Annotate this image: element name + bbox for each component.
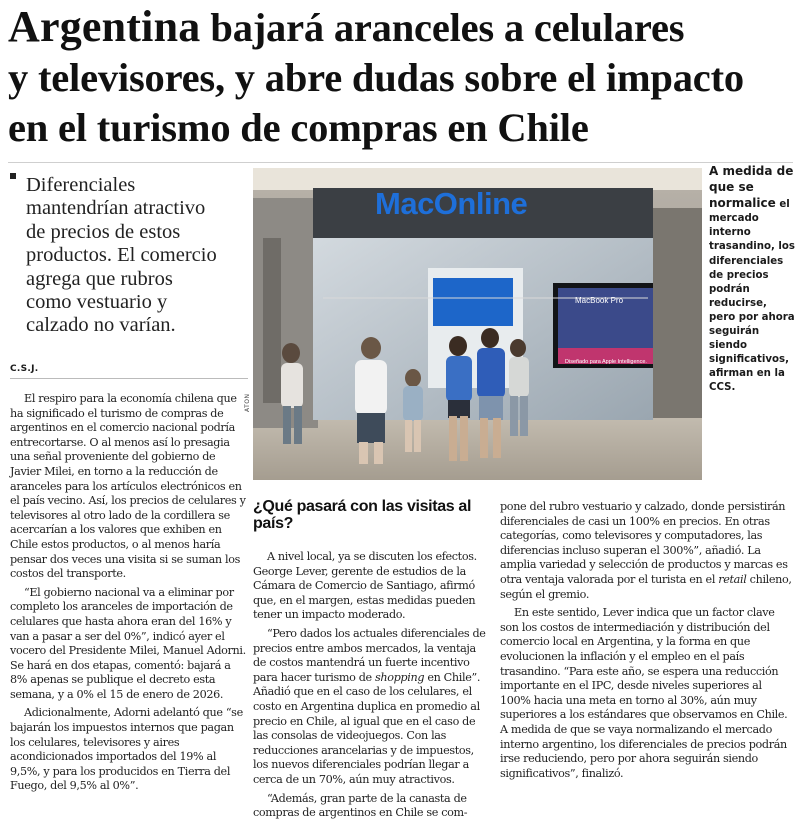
- photo-caption: [709, 164, 795, 396]
- italic-term: shopping: [374, 670, 425, 684]
- headline: [8, 2, 793, 153]
- paragraph: “El gobierno nacional va a eliminar por completo los aranceles de importación de celulares que hasta ahora eran del 16% y van a pasar a ser del 0%”, indicó ayer el vocero del Presidente Milei, Manuel Adorni. Se hará en dos etapas, comentó: bajará a 8% apenas se publique el decreto esta semana, y a 0% el 15 de enero de 2026.: [10, 585, 246, 701]
- paragraph-text: en Chile”. Añadió que en el caso de los celulares, el costo en Argentina duplica en promedio al precio en Chile, al igual que en el caso de las consolas de videojuegos. Con las reducciones arancelarias y de impuestos, los nuevos diferenciales podrían llegar a cerca de un 70%, aún muy atractivos.: [253, 670, 481, 786]
- paragraph-text: “Pero dados los actuales diferenciales de precios entre ambos mercados, la ventaja de costos mantendrá un fuerte incentivo para hacer turismo de: [253, 626, 486, 684]
- dek: [10, 174, 248, 338]
- paragraph: Adicionalmente, Adorni adelantó que “se bajarán los impuestos internos que pagan los celulares, televisores y aires acondicionados importados del 19% al 9,5%, y para los producidos en Tierra del Fuego, del 9,5% al 0%”.: [10, 706, 243, 793]
- store-photo: [253, 168, 702, 480]
- paragraph: El respiro para la economía chilena que ha significado el turismo de compras de argentinos en el comercio nacional podría entrecortarse. O al menos así lo presagia una señal proveniente del gobierno de Javier Milei, en torno a la reducción de aranceles para los artículos electrónicos en el país vecino. Así, los precios de celulares y televisores al otro lado de la cordillera se acercarían a los valores que exhiben en Chile estos productos, o al menos haría pensar dos veces una visita si se suman los costos del transporte.: [10, 392, 246, 581]
- subhead: ¿Qué pasará con las visitas al país?: [253, 498, 472, 532]
- paragraph-text: chileno, según el gremio.: [500, 572, 792, 601]
- top-rule: [8, 162, 793, 163]
- screen-tagline: Diseñado para Apple Intelligence.: [565, 359, 647, 365]
- headline-line1: bajará aranceles a celulares: [200, 5, 685, 50]
- headline-line3: en el turismo de compras en Chile: [8, 105, 589, 150]
- dek-line: de precios de estos: [26, 220, 181, 243]
- paragraph: En este sentido, Lever indica que un factor clave son los costos de intermediación y distribución del comercio local en Argentina, y la forma en que evolucionen la inflación y el empleo en el país trasandino. “Para este año, se espera una reducción importante en el IPC, desde niveles superiores al 100% hacia una meta en torno al 30%, aún muy superiores a los estándares que observamos en Chile. A medida de que se vaya normalizando el mercado interno argentino, los diferenciales de precios podrán irse reduciendo, pero por ahora seguirán siendo significativos”, finalizó.: [500, 606, 788, 780]
- caption-text: el mercado interno trasandino, los diferenciales de precios podrán reducirse, pero por ahora seguirán siendo significativos, afirman en la CCS.: [709, 199, 795, 394]
- dek-line: Diferenciales: [26, 174, 136, 196]
- paragraph: [253, 627, 487, 788]
- article-column-2: [253, 498, 487, 824]
- paragraph: “Además, gran parte de la canasta de compras de argentinos en Chile se com-: [253, 791, 468, 820]
- paragraph: A nivel local, ya se discuten los efectos. George Lever, gerente de estudios de la Cámara de Comercio de Santiago, afirmó que, en el margen, estas medidas pueden tener un impacto moderado.: [253, 550, 477, 622]
- photo-credit: ATON: [244, 393, 251, 412]
- byline-rule: [10, 378, 248, 379]
- dek-line: calzado no varían.: [26, 314, 176, 337]
- paragraph-text: pone del rubro vestuario y calzado, donde persistirán diferenciales de casi un 100% en precios. En otras categorías, como televisores y computadores, las diferencias incluso superan el 300%”, añadió. La amplia variedad y selección de productos y marcas es otra ventaja valorada por el turista en el: [500, 500, 788, 586]
- dek-line: agrega que rubros: [26, 267, 173, 290]
- headline-strong: Argentina: [8, 2, 201, 51]
- article-column-1: [10, 392, 248, 798]
- article-column-3: [500, 500, 795, 785]
- italic-term: retail: [718, 572, 747, 586]
- headline-line2: y televisores, y abre dudas sobre el impacto: [8, 55, 744, 100]
- paragraph: [500, 500, 795, 602]
- store-sign: MacOnline: [375, 186, 528, 221]
- screen-title: MacBook Pro: [575, 296, 624, 305]
- dek-line: mantendrían atractivo: [26, 197, 206, 220]
- byline: C.S.J.: [10, 364, 39, 374]
- dek-line: como vestuario y: [26, 291, 168, 314]
- dek-line: productos. El comercio: [26, 244, 217, 267]
- caption-lead: A medida de que se normalice: [709, 164, 794, 211]
